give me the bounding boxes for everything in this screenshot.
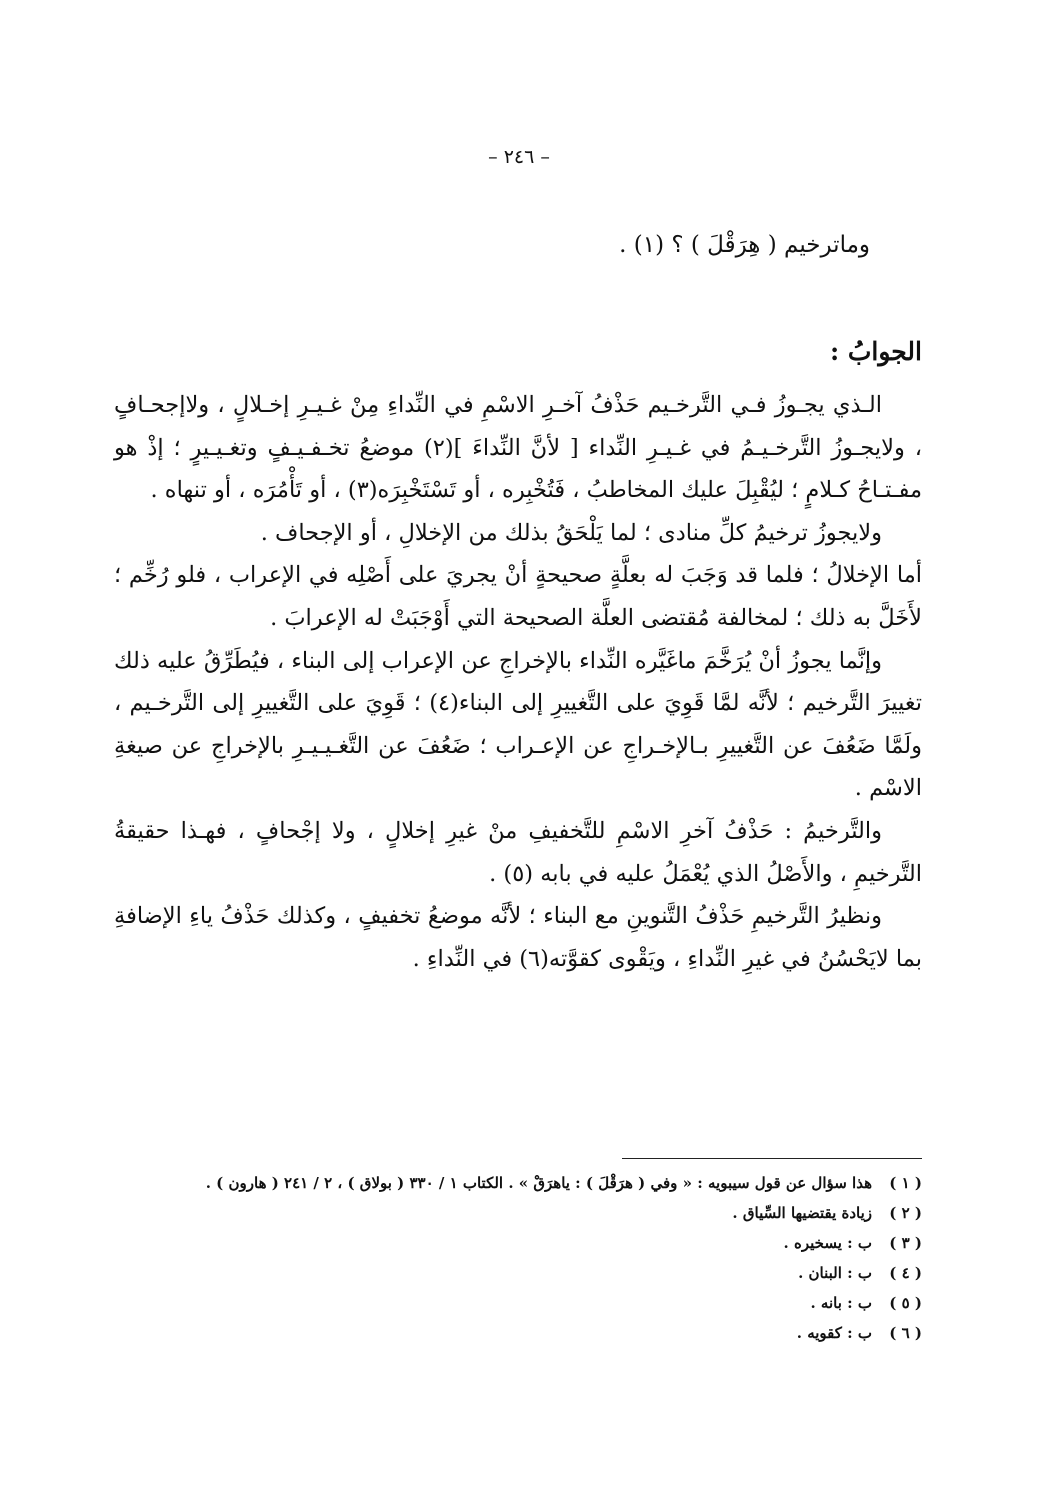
- footnote-number: ( ٤ ): [889, 1264, 922, 1282]
- footnote-number: ( ٢ ): [889, 1204, 922, 1222]
- paragraph: ونظيرُ التَّرخيمِ حَذْفُ التَّنوينِ مع البناء ؛ لأنَّه موضعُ تخفيفٍ ، وكذلك حَذْفُ ياءِ الإضافةِ بما لايَحْسُنُ في غيرِ النِّداءِ ، ويَقْوى كقوَّته(٦) في النِّداءِ .: [114, 903, 922, 972]
- footnote-text: ب : كقويه .: [796, 1324, 872, 1342]
- footnote-number: ( ٣ ): [889, 1234, 922, 1252]
- footnote-text: ب : بانه .: [810, 1294, 872, 1312]
- footnote-text: هذا سؤال عن قول سيبويه : « وفي ( هرَقْلَ ) : ياهرَقْ » . الكتاب ١ / ٣٣٠ ( بولاق ) ، ٢ / ٢٤١ ( هارون ) .: [205, 1174, 872, 1192]
- footnote-item: [114, 1258, 922, 1288]
- paragraph: الـذي يجـوزُ فـي التَّرخـيم حَذْفُ آخـرِ الاسْمِ في النِّداءِ مِنْ غـيـرِ إخـلالٍ ، ولاإجحـافٍ ، ولايجـوزُ التَّرخـيـمُ في غـيـرِ النِّداء [ لأنَّ النِّداءَ ](٢) موضعُ تخـفـيـفٍ وتغـيـيرٍ ؛ إذْ هو مفـتـاحُ كـلامٍ ؛ ليُقْبِلَ عليك المخاطبُ ، فَتُخْبِره ، أو تَسْتَخْبِرَه(٣) ، أو تَأْمُرَه ، أو تنهاه .: [114, 392, 923, 504]
- answer-body: [114, 384, 922, 980]
- answer-heading: الجوابُ :: [829, 337, 922, 366]
- footnote-number: ( ١ ): [889, 1174, 922, 1192]
- footnote-number: ( ٦ ): [889, 1324, 922, 1342]
- footnote-text: ب : البنان .: [798, 1264, 872, 1282]
- footnote-item: [114, 1168, 922, 1198]
- footnote-divider: [622, 1158, 922, 1159]
- footnote-text: ب : يسخيره .: [783, 1234, 872, 1252]
- footnotes: [114, 1168, 922, 1348]
- footnote-number: ( ٥ ): [889, 1294, 922, 1312]
- footnote-item: [114, 1288, 922, 1318]
- footnote-text: زيادة يقتضيها السِّياق .: [732, 1204, 872, 1222]
- footnote-item: [114, 1228, 922, 1258]
- footnote-item: [114, 1318, 922, 1348]
- paragraph: ولايجوزُ ترخيمُ كلِّ منادى ؛ لما يَلْحَقُ بذلك من الإخلالِ ، أو الإجحاف .: [260, 519, 882, 546]
- paragraph: أما الإخلالُ ؛ فلما قد وَجَبَ له بعلَّةٍ صحيحةٍ أنْ يجريَ على أَصْلِه في الإعراب ، فلو رُخِّم ؛ لأَخَلَّ به ذلك ؛ لمخالفة مُقتضى العلَّة الصحيحة التي أَوْجَبَتْ له الإعرابَ .: [114, 562, 922, 631]
- page-number: – ٢٤٦ –: [488, 146, 550, 168]
- question-line: وماترخيم ( هِرَقْلَ ) ؟ (١) .: [619, 232, 870, 258]
- paragraph: والتَّرخيمُ : حَذْفُ آخرِ الاسْمِ للتَّخفيفِ منْ غيرِ إخلالٍ ، ولا إجْحافٍ ، فهـذا حقيقةُ التَّرخيمِ ، والأَصْلُ الذي يُعْمَلُ عليه في بابه (٥) .: [114, 817, 922, 887]
- paragraph: وإنَّما يجوزُ أنْ يُرَخَّمَ ماغَيَّره النِّداء بالإخراجِ عن الإعراب إلى البناء ، فيُطَرِّقُ عليه ذلك تغييرَ التَّرخيم ؛ لأنَّه لمَّا قَوِيَ على التَّغييرِ إلى البناء(٤) ؛ قَوِيَ على التَّغييرِ إلى التَّرخـيم ، ولَمَّا ضَعُفَ عن التَّغييرِ بـالإخـراجِ عن الإعـراب ؛ ضَعُفَ عن التَّغـيـيـرِ بالإخراجِ عن صيغةِ الاسْم .: [114, 647, 922, 802]
- footnote-item: [114, 1198, 922, 1228]
